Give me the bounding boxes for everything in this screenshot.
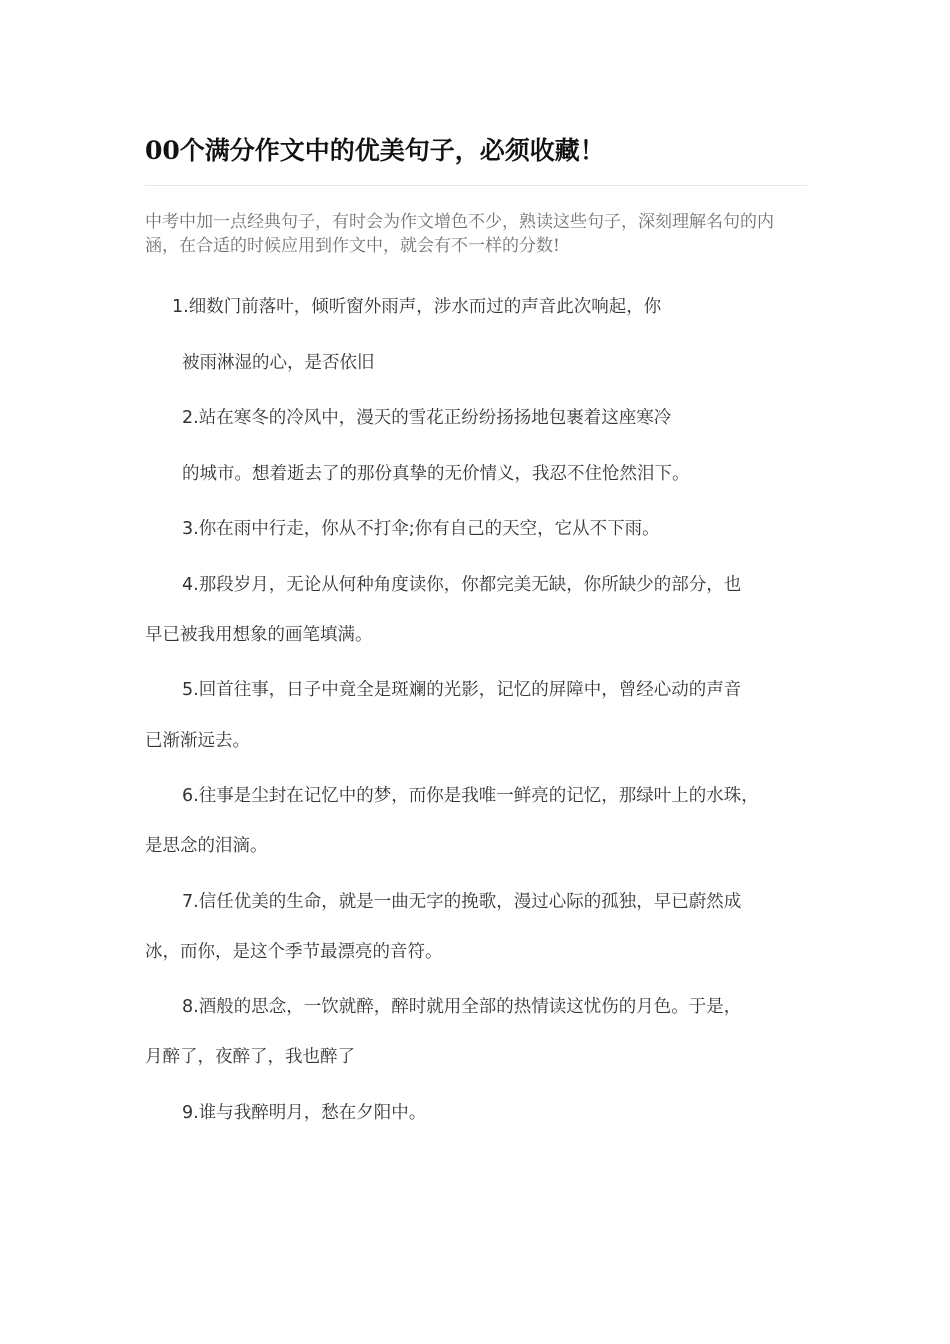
sentence-line: 1.细数门前落叶，倾听窗外雨声，涉水而过的声音此次响起，你 (172, 297, 662, 317)
sentence-line: 早已被我用想象的画笔填满。 (145, 625, 373, 645)
sentence-line: 6.往事是尘封在记忆中的梦，而你是我唯一鲜亮的记忆，那绿叶上的水珠， (182, 786, 759, 806)
article-title: 00个满分作文中的优美句子，必须收藏！ (145, 136, 605, 165)
sentence-line: 2.站在寒冬的冷风中，漫天的雪花正纷纷扬扬地包裹着这座寒冷 (182, 408, 672, 428)
sentence-line: 已渐渐远去。 (145, 731, 250, 751)
sentence-line: 9.谁与我醉明月，愁在夕阳中。 (182, 1103, 427, 1123)
sentence-line: 被雨淋湿的心，是否依旧 (182, 353, 375, 373)
title-divider (145, 185, 807, 186)
sentence-line: 4.那段岁月，无论从何种角度读你，你都完美无缺，你所缺少的部分，也 (182, 575, 742, 595)
sentence-line: 月醉了，夜醉了，我也醉了 (145, 1047, 355, 1067)
sentence-line: 的城市。想着逝去了的那份真挚的无价情义，我忍不住怆然泪下。 (182, 464, 690, 484)
article-intro: 中考中加一点经典句子，有时会为作文增色不少，熟读这些句子，深刻理解名句的内涵，在合适的时候应用到作文中，就会有不一样的分数! (145, 212, 774, 256)
sentence-line: 5.回首往事，日子中竟全是斑斓的光影，记忆的屏障中，曾经心动的声音 (182, 680, 742, 700)
sentence-line: 7.信任优美的生命，就是一曲无字的挽歌，漫过心际的孤独，早已蔚然成 (182, 892, 742, 912)
sentence-line: 冰，而你，是这个季节最漂亮的音符。 (145, 942, 443, 962)
sentence-line: 8.酒般的思念，一饮就醉，醉时就用全部的热情读这忧伤的月色。于是， (182, 997, 742, 1017)
sentence-line: 3.你在雨中行走，你从不打伞;你有自己的天空，它从不下雨。 (182, 519, 660, 539)
sentence-line: 是思念的泪滴。 (145, 836, 268, 856)
